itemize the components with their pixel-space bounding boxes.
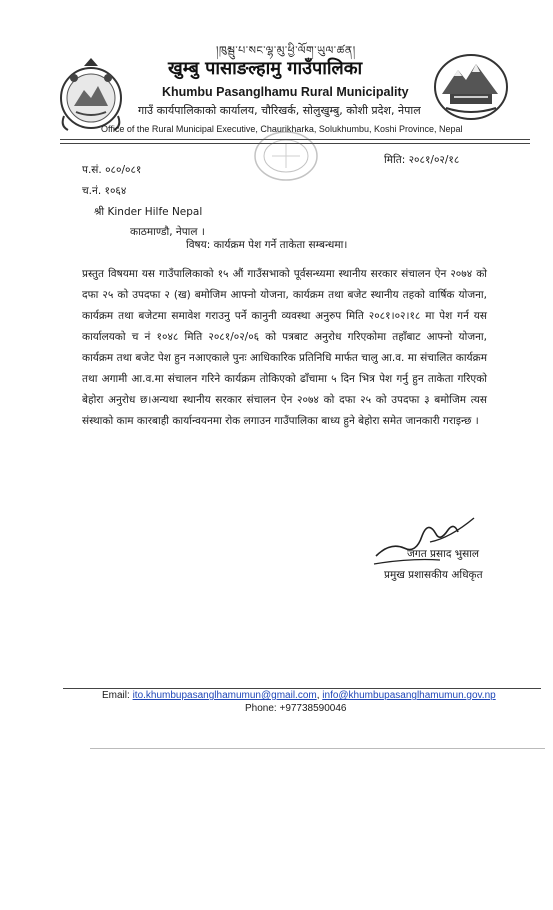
municipality-name-english: Khumbu Pasanglhamu Rural Municipality [162, 85, 409, 99]
handwritten-signature [370, 512, 482, 570]
footer-phone: Phone: +97738590046 [245, 703, 347, 714]
tibetan-name-line: །ཁུམྦུ་པ་སང་ལྷ་མུ་ཕྱི་ལོག་ཡུལ་ཚན། [216, 44, 356, 57]
signatory-title: प्रमुख प्रशासकीय अधिकृत [384, 569, 483, 581]
municipality-name-nepali: खुम्बु पासाङल्हामु गाउँपालिका [168, 58, 363, 79]
signatory-name: जगत प्रसाद भुसाल [407, 548, 480, 560]
email-separator: , [316, 690, 320, 701]
office-address-english: Office of the Rural Municipal Executive, Chaurikharka, Solukhumbu, Koshi Province, Nepal [101, 124, 463, 134]
recipient-name: श्री Kinder Hilfe Nepal [94, 206, 203, 218]
letter-subject: विषय: कार्यक्रम पेश गर्ने ताकेता सम्बन्धमा। [186, 239, 348, 251]
letter-body: प्रस्तुत विषयमा यस गाउँपालिकाको १५ औं गाउँसभाको पूर्वसन्ध्यमा स्थानीय सरकार संचालन ऐन २०७४ को दफा २५ को उपदफा २ (ख) बमोजिम आफ्नो योजना, कार्यक्रम तथा बजेट स्थानीय तहको वार्षिक योजना, कार्यक्रम तथा बजेटमा समावेश गराउनु पर्ने कानुनी व्यवस्था अनुरुप मिति २०८१।०२।१८ मा पेश गर्न यस कार्यालयको च नं १०४८ मिति २०८१/०२/०६ को पत्रबाट अनुरोध गरिएकोमा तहाँबाट आफ्नो योजना, कार्यक्रम तथा बजेट पेश हुन नआएकाले पुनः आधिकारिक प्रतिनिधि मार्फत चालु आ.व. मा संचालित कार्यक्रम तथा अगामी आ.व.मा संचालन गरिने कार्यक्रम तोकिएको ढाँचामा ५ दिन भित्र पेश गर्नु हुन ताकेता गरिएको बेहोरा अनुरोध छ।अन्यथा स्थानीय सरकार संचालन ऐन २०७४ को दफा २५ को उपदफा ३ बमोजिम त्यस संस्थाको काम कारबाही कार्यान्वयनमा रोक लगाउन गाउँपालिका बाध्य हुने बेहोरा समेत जानकारी गराइन्छ । [82, 268, 487, 427]
footer-contact [102, 690, 496, 701]
dispatch-number: च.नं. १०६४ [82, 185, 127, 197]
office-stamp [252, 128, 320, 184]
recipient-address: काठमाण्डौ, नेपाल । [130, 226, 205, 238]
municipality-logo [432, 52, 510, 122]
email-link-gov[interactable]: info@khumbupasanglhamumun.gov.np [322, 690, 496, 701]
letter-date: मिति: २०८१/०२/१८ [384, 154, 460, 166]
office-address-nepali: गाउँ कार्यपालिकाको कार्यालय, चौरिखर्क, सोलुखुम्बु, कोशी प्रदेश, नेपाल [138, 104, 421, 117]
footer-divider [63, 688, 541, 689]
email-link-gmail[interactable]: ito.khumbupasanglhamumun@gmail.com [132, 690, 317, 701]
email-label: Email: [102, 690, 130, 701]
bottom-edge-line [90, 748, 545, 749]
reference-number: प.सं. ०८०/०८१ [82, 164, 142, 176]
